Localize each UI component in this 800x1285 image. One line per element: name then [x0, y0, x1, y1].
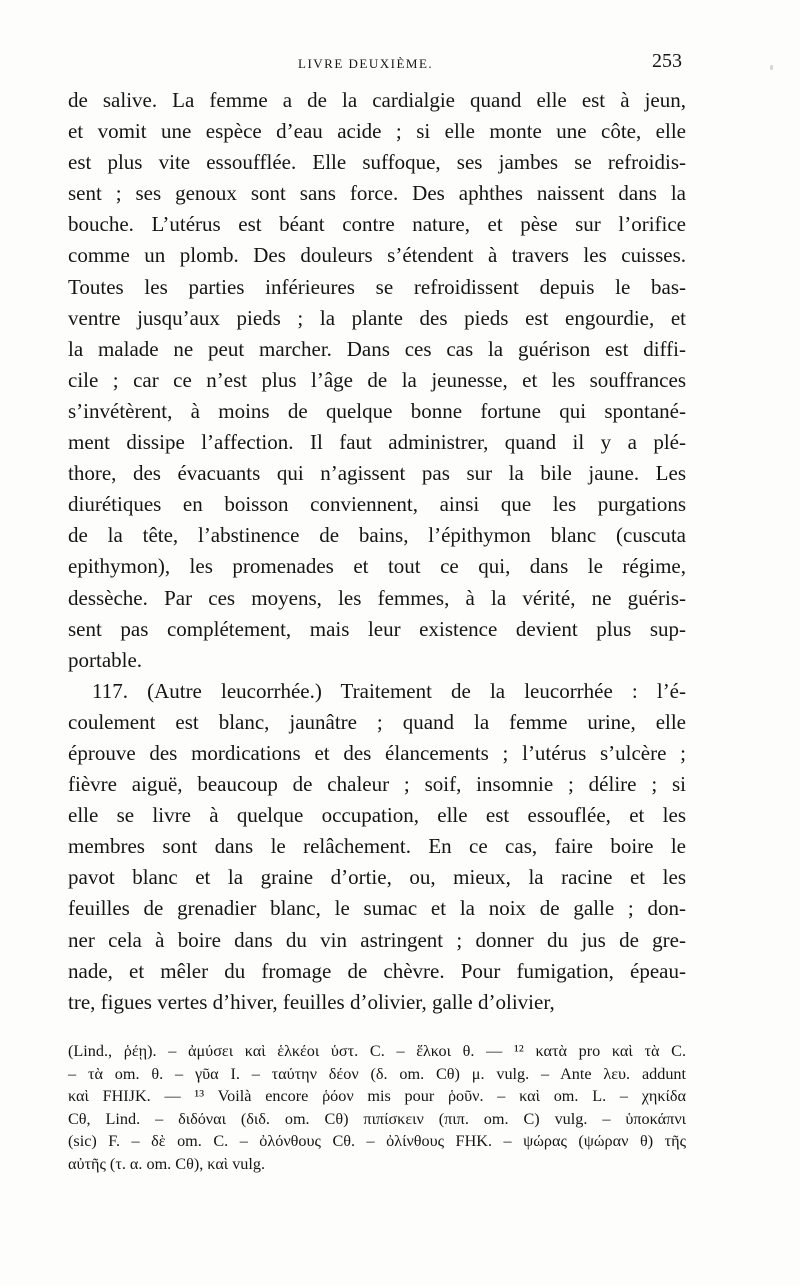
footnote-line: αὐτῆς (τ. α. om. Cθ), καὶ vulg.	[68, 1154, 266, 1173]
text-line: diurétiques en boisson conviennent, ainsi que les purgations	[68, 492, 686, 517]
text-line: feuilles de grenadier blanc, le sumac et la noix de galle ; don-	[68, 896, 686, 921]
text-line: cile ; car ce n’est plus l’âge de la jeunesse, et les souffrances	[68, 367, 686, 392]
text-line: fièvre aiguë, beaucoup de chaleur ; soif, insomnie ; délire ; si	[68, 772, 686, 797]
text-line: dessèche. Par ces moyens, les femmes, à la vérité, ne guéris-	[68, 585, 686, 610]
page-header	[68, 48, 682, 78]
text-line: et vomit une espèce d’eau acide ; si elle monte une côte, elle	[68, 119, 686, 144]
text-line: tre, figues vertes d’hiver, feuilles d’olivier, galle d’olivier,	[68, 989, 555, 1014]
text-line: 117. (Autre leucorrhée.) Traitement de la leucorrhée : l’é-	[92, 678, 686, 703]
page-number: 253	[652, 50, 682, 72]
paragraph-117	[68, 676, 686, 1018]
footnote-line: καὶ FHIJK. — ¹³ Voilà encore ῥόον mis pour ῥοῦν. – καὶ om. L. – χηκίδα	[68, 1087, 686, 1106]
text-line: ment dissipe l’affection. Il faut administrer, quand il y a plé-	[68, 430, 686, 455]
text-line: pavot blanc et la graine d’ortie, ou, mieux, la racine et les	[68, 865, 686, 890]
running-title: LIVRE DEUXIÈME.	[298, 56, 434, 71]
text-line: s’invétèrent, à moins de quelque bonne fortune qui spontané-	[68, 398, 686, 423]
paper-blemish	[770, 65, 773, 70]
text-line: bouche. L’utérus est béant contre nature, et pèse sur l’orifice	[68, 212, 686, 237]
text-line: sent pas complétement, mais leur existence devient plus sup-	[68, 616, 686, 641]
text-line: sent ; ses genoux sont sans force. Des aphthes naissent dans la	[68, 181, 686, 206]
footnote-line: Cθ, Lind. – διδόναι (διδ. om. Cθ) πιπίσκειν (πιπ. om. C) vulg. – ὑποκάπνι	[68, 1109, 686, 1128]
text-line: ventre jusqu’aux pieds ; la plante des pieds est engourdie, et	[68, 305, 686, 330]
text-line: epithymon), les promenades et tout ce qui, dans le régime,	[68, 554, 686, 579]
footnote-line: – τὰ om. θ. – γῦα I. – ταύτην δέον (δ. om. Cθ) μ. vulg. – Ante λευ. addunt	[68, 1064, 686, 1083]
text-line: la malade ne peut marcher. Dans ces cas la guérison est diffi-	[68, 336, 686, 361]
text-line: de la tête, l’abstinence de bains, l’épithymon blanc (cuscuta	[68, 523, 686, 548]
paragraph-continuation	[68, 85, 686, 676]
footnote-line: (sic) F. – δὲ om. C. – ὀλόνθους Cθ. – ὀλίνθους FHK. – ψώρας (ψώραν θ) τῆς	[68, 1132, 686, 1151]
text-line: membres sont dans le relâchement. En ce cas, faire boire le	[68, 834, 686, 859]
text-line: éprouve des mordications et des élancements ; l’utérus s’ulcère ;	[68, 740, 686, 765]
text-line: portable.	[68, 647, 143, 672]
text-line: ner cela à boire dans du vin astringent ; donner du jus de gre-	[68, 927, 686, 952]
text-line: elle se livre à quelque occupation, elle est essouflée, et les	[68, 803, 686, 828]
main-text	[68, 85, 686, 1018]
text-line: de salive. La femme a de la cardialgie quand elle est à jeun,	[68, 88, 686, 112]
text-line: coulement est blanc, jaunâtre ; quand la femme urine, elle	[68, 709, 686, 734]
text-line: comme un plomb. Des douleurs s’étendent à travers les cuisses.	[68, 243, 686, 268]
text-line: Toutes les parties inférieures se refroidissent depuis le bas-	[68, 274, 686, 299]
footnote-line: (Lind., ῥέῃ). – ἀμύσει καὶ ἑλκέοι ὑστ. C. – ἕλκοι θ. — ¹² κατὰ pro καὶ τὰ C.	[68, 1042, 686, 1060]
text-line: nade, et mêler du fromage de chèvre. Pour fumigation, épeau-	[68, 958, 686, 983]
text-line: est plus vite essoufflée. Elle suffoque, ses jambes se refroidis-	[68, 150, 686, 175]
text-line: thore, des évacuants qui n’agissent pas sur la bile jaune. Les	[68, 461, 686, 486]
footnotes	[68, 1040, 686, 1176]
